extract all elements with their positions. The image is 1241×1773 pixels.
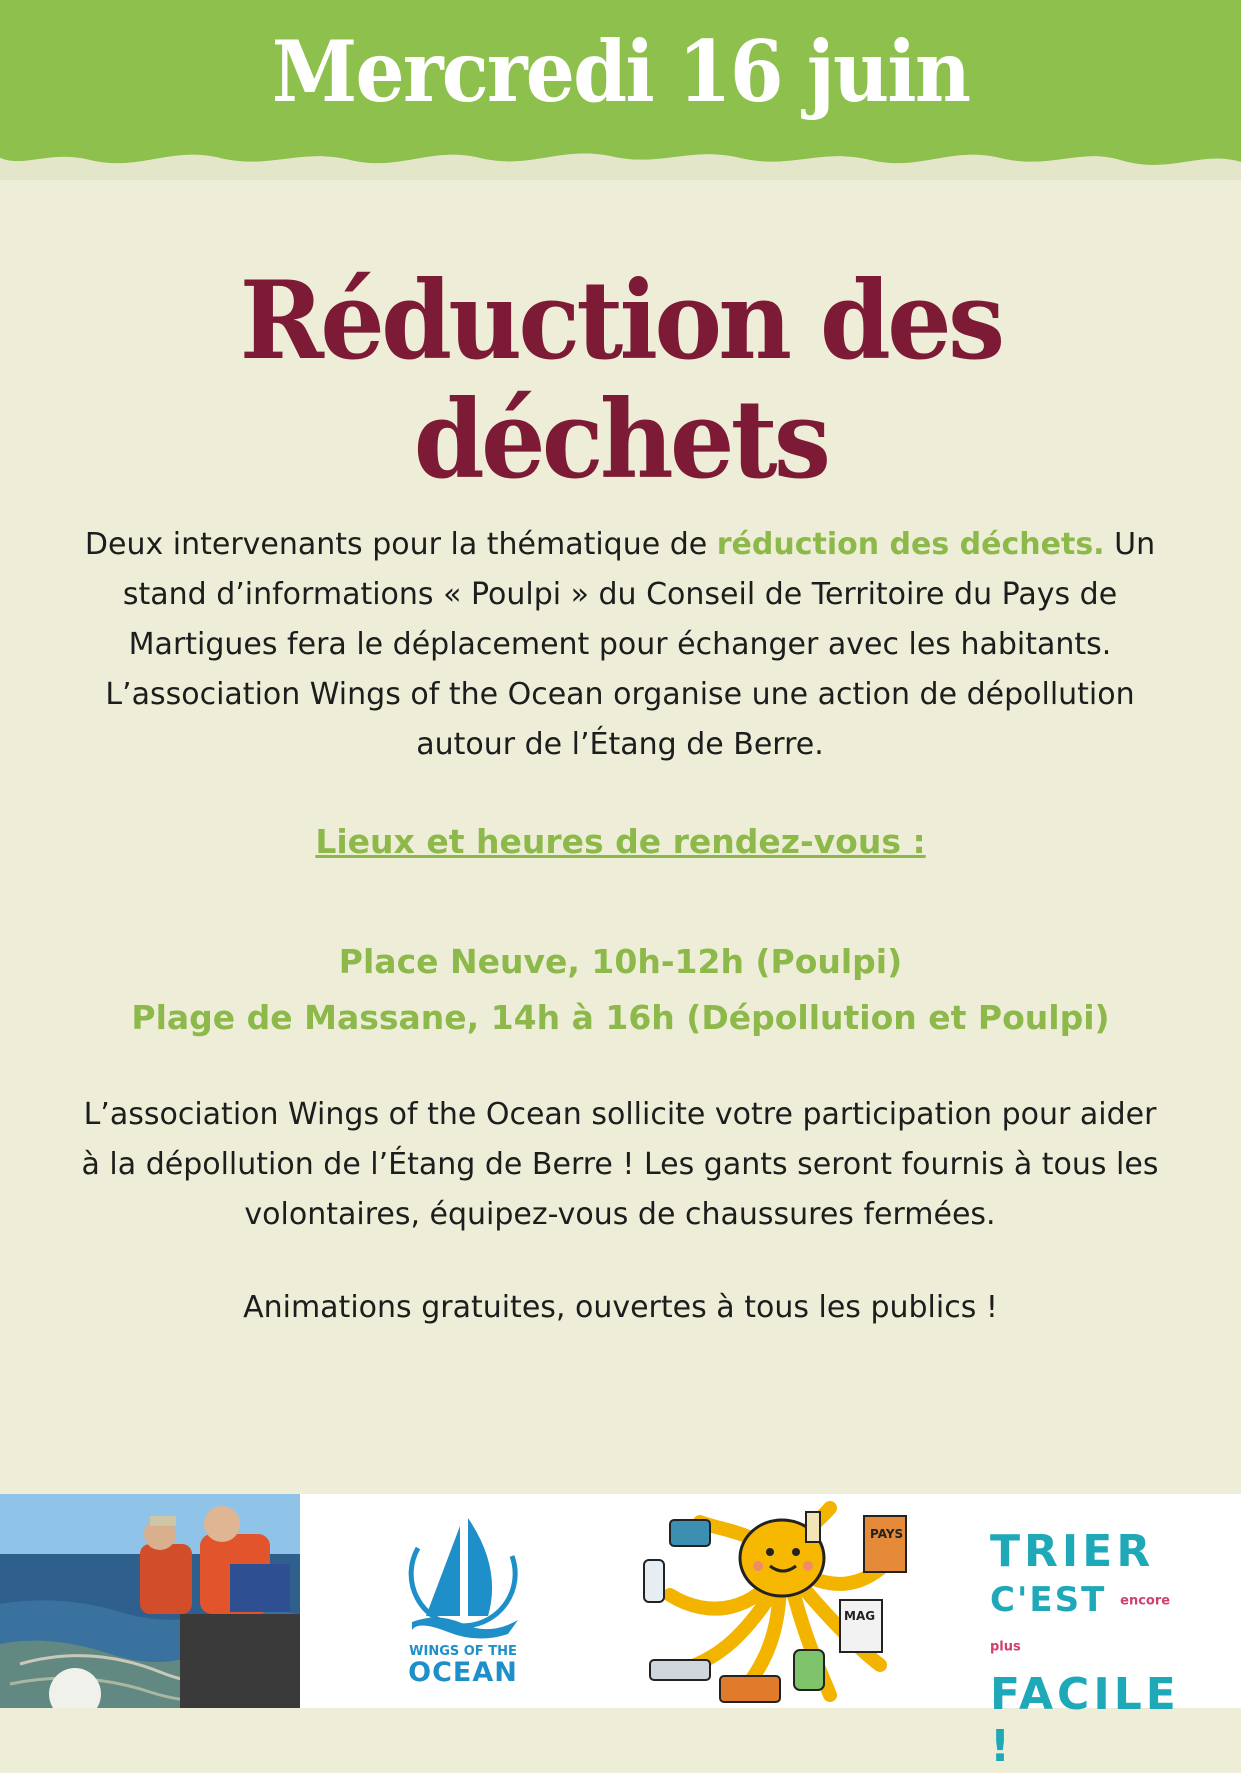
meeting-place: Plage de Massane, 14h à 16h (Dépollution et Poulpi) bbox=[131, 998, 1110, 1037]
event-date: Mercredi 16 juin bbox=[271, 22, 970, 121]
intro-rest: Un stand d’informations « Poulpi » du Conseil de Territoire du Pays de Martigues fera le déplacement pour échanger avec les habitants. L’association Wings of the Ocean organise une action de dépollution autour de l’Étang de Berre. bbox=[105, 527, 1156, 762]
wings-logo-big: OCEAN bbox=[408, 1657, 518, 1688]
meeting-place: Place Neuve, 10h-12h (Poulpi) bbox=[338, 942, 903, 981]
trier-cest-facile-logo bbox=[990, 1526, 1200, 1773]
trier-encore-plus: encore plus bbox=[990, 1593, 1171, 1654]
trier-line-2 bbox=[990, 1578, 1200, 1669]
date-banner bbox=[0, 0, 1241, 180]
meeting-places bbox=[0, 934, 1241, 1046]
intro-highlight: réduction des déchets. bbox=[716, 527, 1105, 562]
poulpi-box-label: PAYS bbox=[870, 1527, 904, 1541]
wings-logo-text bbox=[398, 1644, 528, 1687]
trier-line-2-main: C'EST bbox=[990, 1580, 1107, 1620]
wings-logo-small: WINGS OF THE bbox=[409, 1644, 517, 1659]
logo-strip bbox=[0, 1494, 1241, 1772]
volunteers-photo bbox=[0, 1494, 300, 1708]
page-title: Réduction des déchets bbox=[239, 258, 1002, 503]
intro-paragraph bbox=[80, 520, 1160, 770]
poulpi-mag-label: MAG bbox=[844, 1609, 876, 1623]
closing-line: Animations gratuites, ouvertes à tous les publics ! bbox=[243, 1290, 998, 1325]
poulpi-octopus-illustration bbox=[630, 1500, 930, 1704]
trier-line-1: TRIER bbox=[990, 1526, 1155, 1577]
meetings-heading: Lieux et heures de rendez-vous : bbox=[315, 822, 926, 861]
trier-line-3: FACILE ! bbox=[990, 1669, 1180, 1772]
intro-lead: Deux intervenants pour la thématique de bbox=[84, 527, 717, 562]
appeal-paragraph: L’association Wings of the Ocean sollicite votre participation pour aider à la dépollution de l’Étang de Berre ! Les gants seront fournis à tous les volontaires, équipez-vous de chaussures fermées. bbox=[81, 1097, 1159, 1232]
